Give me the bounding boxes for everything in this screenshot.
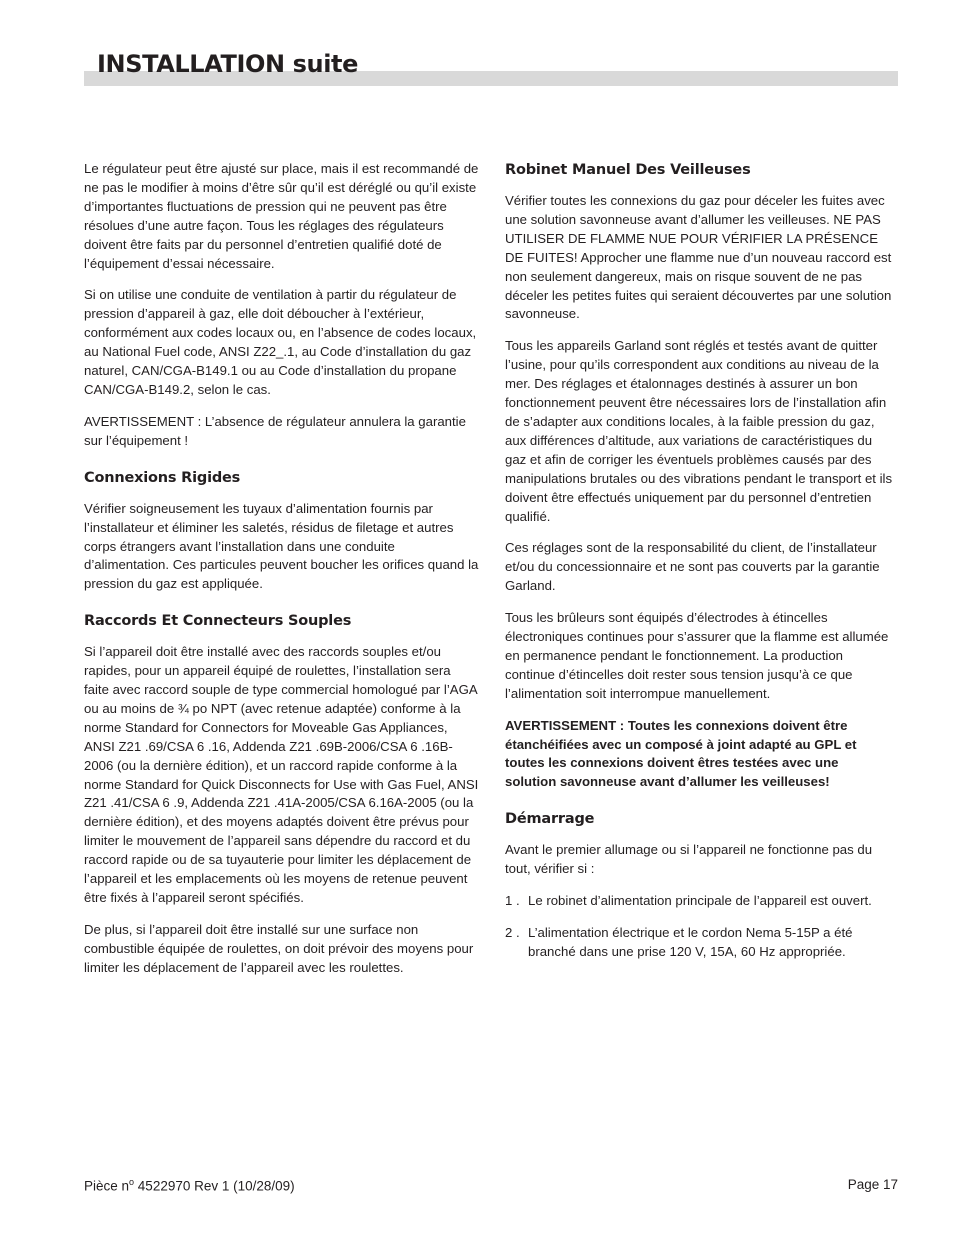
heading-rigid-connections: Connexions Rigides: [84, 469, 241, 486]
paragraph-casters: De plus, si l’appareil doit être installé sur une surface non combustible équipée de roulettes, on doit prévoir des moyens pour limiter les déplacement de l’appareil avec les roulettes.: [84, 921, 474, 975]
page-title: INSTALLATION suite: [97, 50, 358, 78]
footer-page-number: Page 17: [847, 1177, 898, 1192]
list-item: [505, 924, 893, 962]
paragraph-vent-line: Si on utilise une conduite de ventilation à partir du régulateur de pression d’appareil à gaz, elle doit déboucher à l’extérieur, conformément aux codes locaux ou, en l’absence de codes locaux, au National Fuel code, ANSI Z22_.1, au Code d’installation du gaz naturel, CAN/CGA-B149.1 ou au Code d’installation du propane CAN/CGA-B149.2, selon le cas.: [84, 287, 477, 397]
paragraph-startup-intro: Avant le premier allumage ou si l’appareil ne fonctionne pas du tout, vérifier si :: [505, 842, 873, 877]
list-number: 2 .: [505, 925, 520, 940]
list-text: Le robinet d’alimentation principale de l’appareil est ouvert.: [528, 893, 872, 909]
heading-startup: Démarrage: [505, 811, 595, 828]
paragraph-flexible-connectors: Si l’appareil doit être installé avec des raccords souples et/ou rapides, pour un appareil équipé de roulettes, l’installation sera faite avec raccord souple de type commercial homologué par l’AGA ou au moins de ¾ po NPT (avec retenue adaptée) conforme à la norme Standard for Connectors for Moveable Gas Appliances, ANSI Z21 .69/CSA 6 .16, Addenda Z21 .69B-2006/CSA 6 .16B-2006 (ou la dernière édition), et un raccord rapide conforme à la norme Standard for Quick Disconnects for Use with Gas Fuel, ANSI Z21 .41/CSA 6 .9, Addenda Z21 .41A-2005/CSA 6.16A-2005 (ou la dernière édition), et des moyens adaptés doivent être prévus pour limiter le mouvement de l’appareil sans dépendre du raccord et du raccord rapide ou de sa tuyauterie pour limiter les déplacement de l’appareil et les emplacements où les moyens de retenue peuvent être fixés à l’appareil seront spécifiés.: [84, 644, 479, 905]
list-number: 1 .: [505, 893, 520, 909]
list-item: [505, 892, 893, 911]
paragraph-rigid-connections: Vérifier soigneusement les tuyaux d’alimentation fournis par l’installateur et éliminer les saletés, résidus de filetage et autres corps étrangers avant l’installation dans une conduite d’alimentation. Ces particules peuvent boucher les orifices quand la pression du gaz est appliquée.: [84, 500, 479, 592]
heading-pilot-valve: Robinet Manuel Des Veilleuses: [505, 162, 751, 178]
paragraph-leak-check: Vérifier toutes les connexions du gaz pour déceler les fuites avec une solution savonneuse avant d’allumer les veilleuses. NE PAS UTILISER DE FLAMME NUE POUR VÉRIFIER LA PRÉSENCE DE FUITES! Approcher une flamme nue d’un nouveau raccord est non seulement dangereux, mais on risque souvent de ne pas déceler les petites fuites qui seraient découvertes par une solution savonneuse.: [505, 193, 892, 322]
list-text: L’alimentation électrique et le cordon Nema 5-15P a été branché dans une prise 120 V, 15A, 60 Hz appropriée.: [528, 925, 853, 959]
paragraph-lpg-warning: AVERTISSEMENT : Toutes les connexions doivent être étanchéifiées avec un composé à joint adapté au GPL et toutes les connexions doivent êtres testées avec une solution savonneuse avant d’allumer les veilleuses!: [505, 717, 857, 790]
heading-flexible-connectors: Raccords Et Connecteurs Souples: [84, 613, 352, 630]
left-column: [84, 160, 479, 991]
paragraph-spark-electrodes: Tous les brûleurs sont équipés d’électrodes à étincelles électroniques continues pour s’assurer que la flamme est allumée en permanence pendant le fonctionnement. La production continue d’étincelles doit rester sous tension jusqu’à ce que l’alimentation soit interrompue manuellement.: [505, 610, 889, 701]
right-column: [505, 160, 893, 975]
paragraph-responsibility: Ces réglages sont de la responsabilité du client, de l’installateur et/ou du concessionnaire et ne sont pas couverts par la garantie Garland.: [505, 540, 880, 594]
footer-part-number: Pièce $n^o$ 4522970 Rev 1 (10/28/09): [84, 1177, 295, 1194]
paragraph-regulator-adjust: Le régulateur peut être ajusté sur place, mais il est recommandé de ne pas le modifier à moins d’être sûr qu’il est déréglé ou qu’il existe d’importantes fluctuations de pression qui ne peuvent pas être résolues d’une autre façon. Tous les réglages des régulateurs doivent être faits par du personnel d’entretien qualifié doté de l’équipement d’essai nécessaire.: [84, 161, 479, 271]
paragraph-regulator-warning: AVERTISSEMENT : L’absence de régulateur annulera la garantie sur l’équipement !: [84, 413, 466, 448]
paragraph-factory-tested: Tous les appareils Garland sont réglés et testés avant de quitter l’usine, pour qu’ils correspondent aux conditions au niveau de la mer. Des réglages et étalonnages destinés à assurer un bon fonctionnement peuvent être nécessaires lors de l’installation afin de s’adapter aux conditions locales, à la faible pression du gaz, aux différences d’altitude, aux variations de caractéristiques du gaz et afin de corriger les éventuels problèmes causés par des manipulations brutales ou des vibrations pendant le transport et ils doivent être effectués uniquement par du personnel d’entretien qualifié.: [505, 338, 893, 524]
